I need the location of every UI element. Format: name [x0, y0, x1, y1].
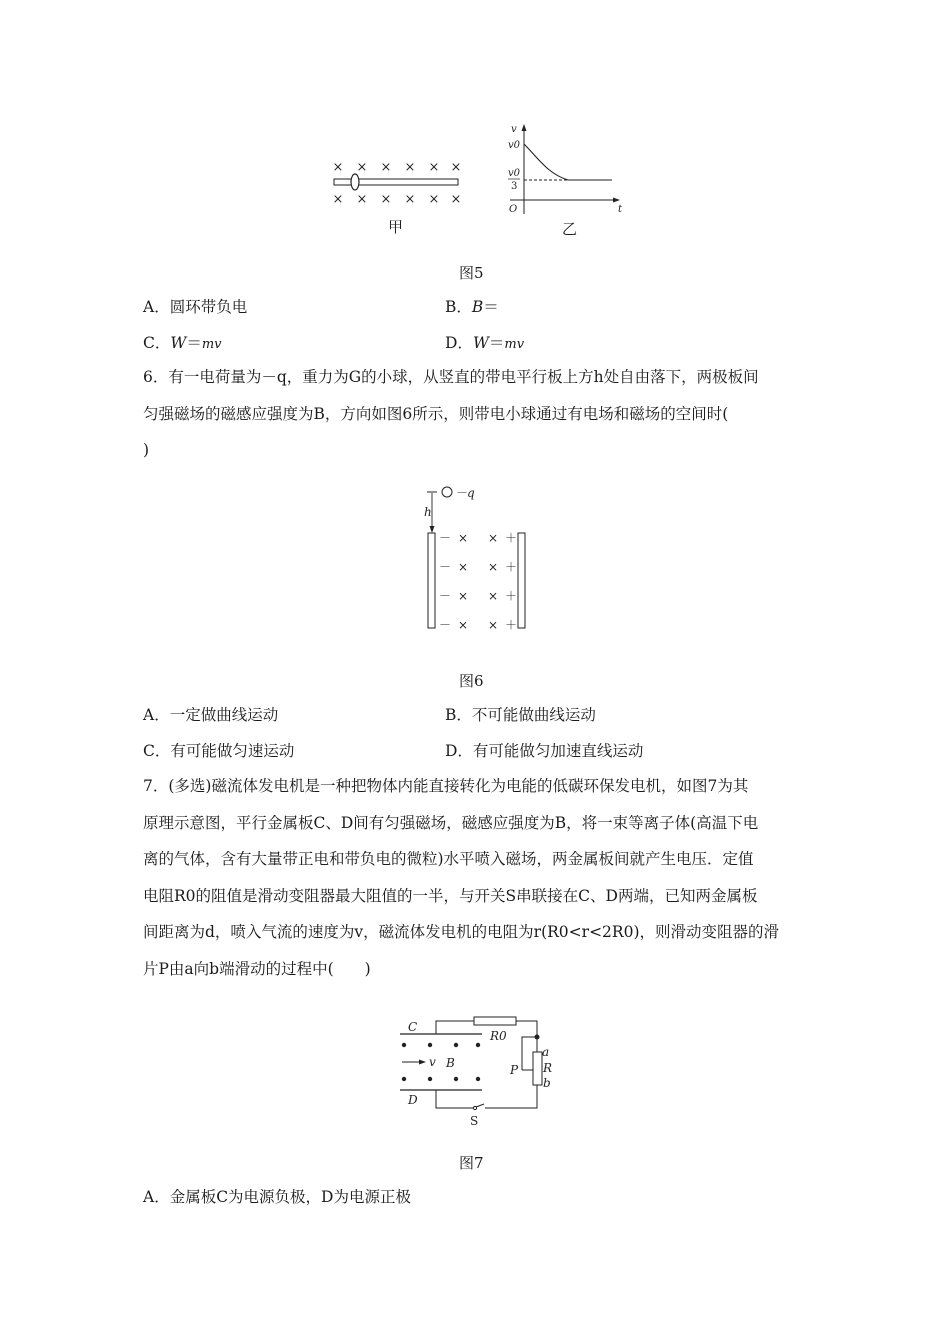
v0-label: v0 [508, 140, 521, 151]
origin-label: O [509, 204, 518, 215]
charged-ball [442, 487, 452, 497]
svg-text:×: × [450, 160, 462, 175]
q5-option-b: B．B＝ [445, 298, 499, 316]
figure-5-yi-label: 乙 [562, 220, 578, 238]
svg-text:×: × [450, 192, 462, 207]
svg-text:×: × [487, 560, 499, 574]
minus-sign: － [438, 531, 452, 545]
svg-text:×: × [487, 531, 499, 545]
label-a: a [542, 1045, 550, 1059]
q7-line-1: 7．(多选)磁流体发电机是一种把物体内能直接转化为电能的低碳环保发电机，如图7为其 [143, 777, 749, 795]
svg-text:×: × [428, 192, 440, 207]
figure-5 [320, 118, 630, 238]
ring [351, 174, 359, 190]
svg-text:－: － [438, 618, 452, 632]
q6-option-c: C．有可能做匀速运动 [143, 742, 295, 760]
svg-text:×: × [380, 192, 392, 207]
svg-text:×: × [380, 160, 392, 175]
label-d: D [408, 1093, 418, 1107]
figure-7-circuit [390, 1012, 565, 1130]
label-r0: R0 [490, 1029, 507, 1043]
svg-text:×: × [457, 618, 469, 632]
v0-over-3-den: 3 [511, 181, 518, 192]
q7-option-a: A．金属板C为电源负极，D为电源正极 [143, 1188, 411, 1206]
q6-line-3: ) [143, 441, 150, 459]
q7-line-4: 电阻R0的阻值是滑动变阻器最大阻值的一半，与开关S串联接在C、D两端，已知两金属板 [143, 886, 758, 905]
q7-question [143, 768, 833, 987]
right-plate [518, 533, 525, 628]
label-r: R [543, 1061, 553, 1075]
field-cross: × [332, 160, 344, 175]
figure-7-caption: 图7 [459, 1154, 484, 1172]
q6-line-1: 6．有一电荷量为－q，重力为G的小球，从竖直的带电平行板上方h处自由落下，两极板间 [143, 368, 759, 386]
q6-option-b: B．不可能做曲线运动 [445, 706, 596, 724]
v-t-curve [524, 144, 612, 180]
svg-text:＋: ＋ [504, 618, 518, 632]
svg-text:×: × [457, 589, 469, 603]
plus-sign: ＋ [504, 531, 518, 545]
label-s: S [470, 1114, 479, 1128]
svg-text:－: － [438, 589, 452, 603]
field-cross: × [457, 531, 469, 545]
figure-5-jia-diagram [320, 118, 470, 208]
label-v: v [429, 1055, 436, 1069]
svg-text:＋: ＋ [504, 589, 518, 603]
q6-line-2: 匀强磁场的磁感应强度为B，方向如图6所示，则带电小球通过有电场和磁场的空间时( [143, 404, 729, 423]
label-c: C [408, 1020, 418, 1034]
svg-text:×: × [356, 192, 368, 207]
figure-5-jia-label: 甲 [388, 218, 404, 236]
q6-question [143, 359, 833, 469]
charge-label: －q [455, 486, 475, 500]
svg-text:×: × [487, 589, 499, 603]
figure-6-caption: 图6 [459, 672, 484, 690]
q7-line-3: 离的气体，含有大量带正电和带负电的微粒)水平喷入磁场，两金属板间就产生电压．定值 [143, 850, 754, 868]
q5-option-c: C．W＝mv [143, 334, 222, 352]
label-b-field: B [446, 1056, 455, 1070]
left-plate [428, 533, 435, 628]
v0-over-3-num: v0 [508, 168, 521, 179]
q5-option-a: A．圆环带负电 [143, 298, 248, 316]
axis-v-label: v [511, 124, 517, 135]
svg-text:×: × [487, 618, 499, 632]
svg-text:－: － [438, 560, 452, 574]
svg-text:×: × [332, 192, 344, 207]
resistor-r0 [474, 1017, 516, 1025]
q6-option-d: D．有可能做匀加速直线运动 [445, 742, 644, 760]
svg-text:×: × [404, 160, 416, 175]
figure-5-yi-graph [500, 118, 630, 218]
q7-line-2: 原理示意图，平行金属板C、D间有匀强磁场，磁感应强度为B，将一束等离子体(高温下电 [143, 813, 759, 832]
q7-line-5: 间距离为d，喷入气流的速度为v，磁流体发电机的电阻为r(R0<r<2R0)，则滑动变阻器的滑 [143, 923, 779, 941]
height-label: h [424, 505, 432, 519]
svg-text:×: × [457, 560, 469, 574]
figure-5-caption: 图5 [459, 264, 484, 282]
svg-text:×: × [428, 160, 440, 175]
wire-top [436, 1021, 474, 1034]
axis-t-label: t [618, 204, 623, 215]
figure-6-diagram [415, 482, 535, 634]
svg-text:×: × [356, 160, 368, 175]
label-p: P [510, 1063, 519, 1077]
q7-line-6: 片P由a向b端滑动的过程中( ) [143, 959, 371, 978]
q5-option-d: D．W＝mv [445, 334, 525, 352]
rheostat-r [533, 1052, 542, 1085]
svg-text:＋: ＋ [504, 560, 518, 574]
label-b: b [543, 1076, 551, 1090]
svg-text:×: × [404, 192, 416, 207]
q6-option-a: A．一定做曲线运动 [143, 706, 279, 724]
